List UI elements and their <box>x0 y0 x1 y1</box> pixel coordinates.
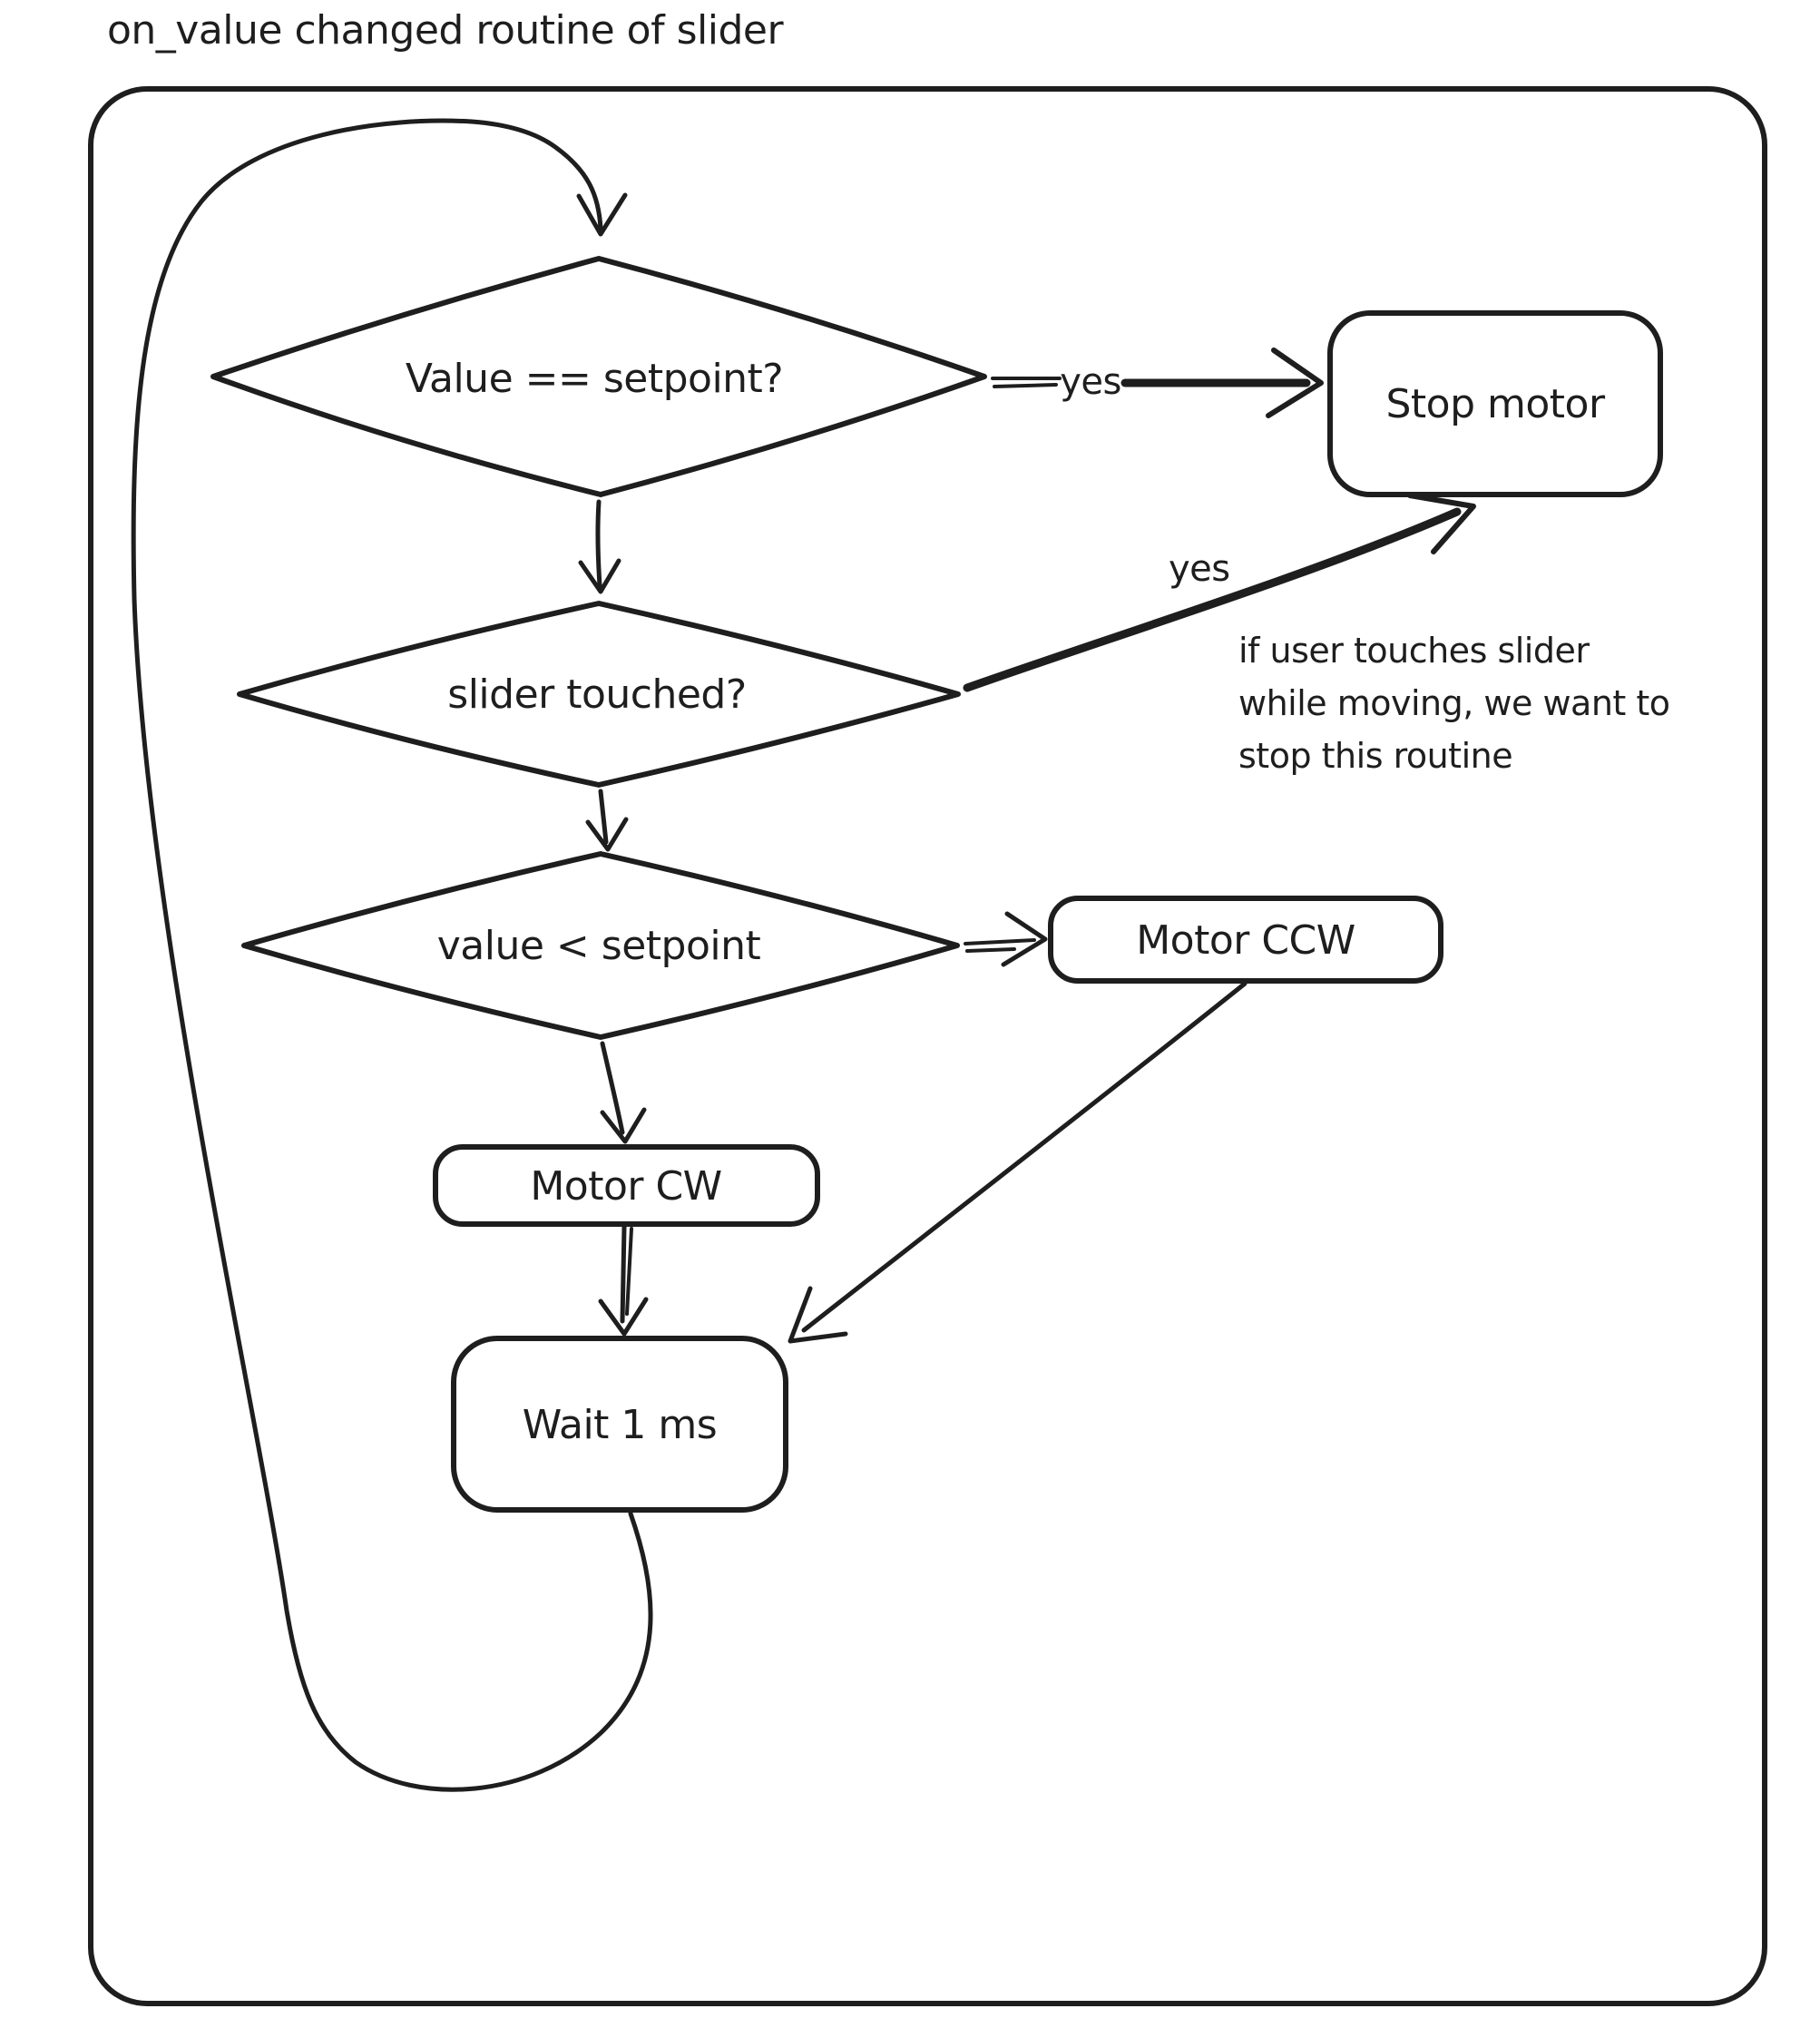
page-title: on_value changed routine of slider <box>107 7 784 54</box>
decision1-node <box>213 259 984 495</box>
motor-cw-to-wait-line2 <box>627 1229 631 1314</box>
decision1-to-decision2-edge <box>598 502 600 585</box>
wait-node <box>454 1338 786 1510</box>
motor-ccw-to-wait-edge <box>790 984 1245 1341</box>
motor-ccw-to-wait-arrowhead-icon <box>790 1288 846 1341</box>
frame-border <box>91 89 1765 2004</box>
decision1-label: Value == setpoint? <box>405 356 784 402</box>
wait-label: Wait 1 ms <box>522 1402 718 1448</box>
motor-ccw-node <box>1051 898 1441 981</box>
motor-cw-to-wait-edge <box>601 1227 646 1334</box>
annotation-note <box>1238 631 1670 776</box>
motor-cw-node <box>435 1147 817 1224</box>
yes1-edge <box>993 350 1321 416</box>
stop-motor-label: Stop motor <box>1385 381 1605 427</box>
stop-motor-node <box>1330 313 1660 495</box>
decision3-to-motor-ccw-edge <box>965 914 1045 965</box>
yes1-edge-line-lower <box>994 385 1056 387</box>
decision3-to-motor-ccw-line <box>965 940 1034 944</box>
yes2-label: yes <box>1169 548 1230 590</box>
motor-cw-to-wait-line <box>622 1227 624 1321</box>
annotation-line3: stop this routine <box>1238 736 1513 776</box>
decision3-label: value < setpoint <box>436 923 761 969</box>
decision2-node <box>240 603 958 785</box>
annotation-line2: while moving, we want to <box>1238 683 1670 723</box>
loop-back-arrowhead-icon <box>579 195 625 234</box>
yes1-label: yes <box>1060 361 1121 403</box>
decision2-to-decision3-edge <box>601 791 606 842</box>
motor-cw-label: Motor CW <box>530 1163 722 1210</box>
motor-ccw-to-wait-line <box>804 984 1245 1330</box>
decision2-label: slider touched? <box>447 671 747 718</box>
annotation-line1: if user touches slider <box>1238 631 1590 671</box>
decision3-node <box>244 854 957 1037</box>
motor-ccw-label: Motor CCW <box>1136 917 1355 964</box>
decision3-to-motor-ccw-line2 <box>967 949 1014 951</box>
